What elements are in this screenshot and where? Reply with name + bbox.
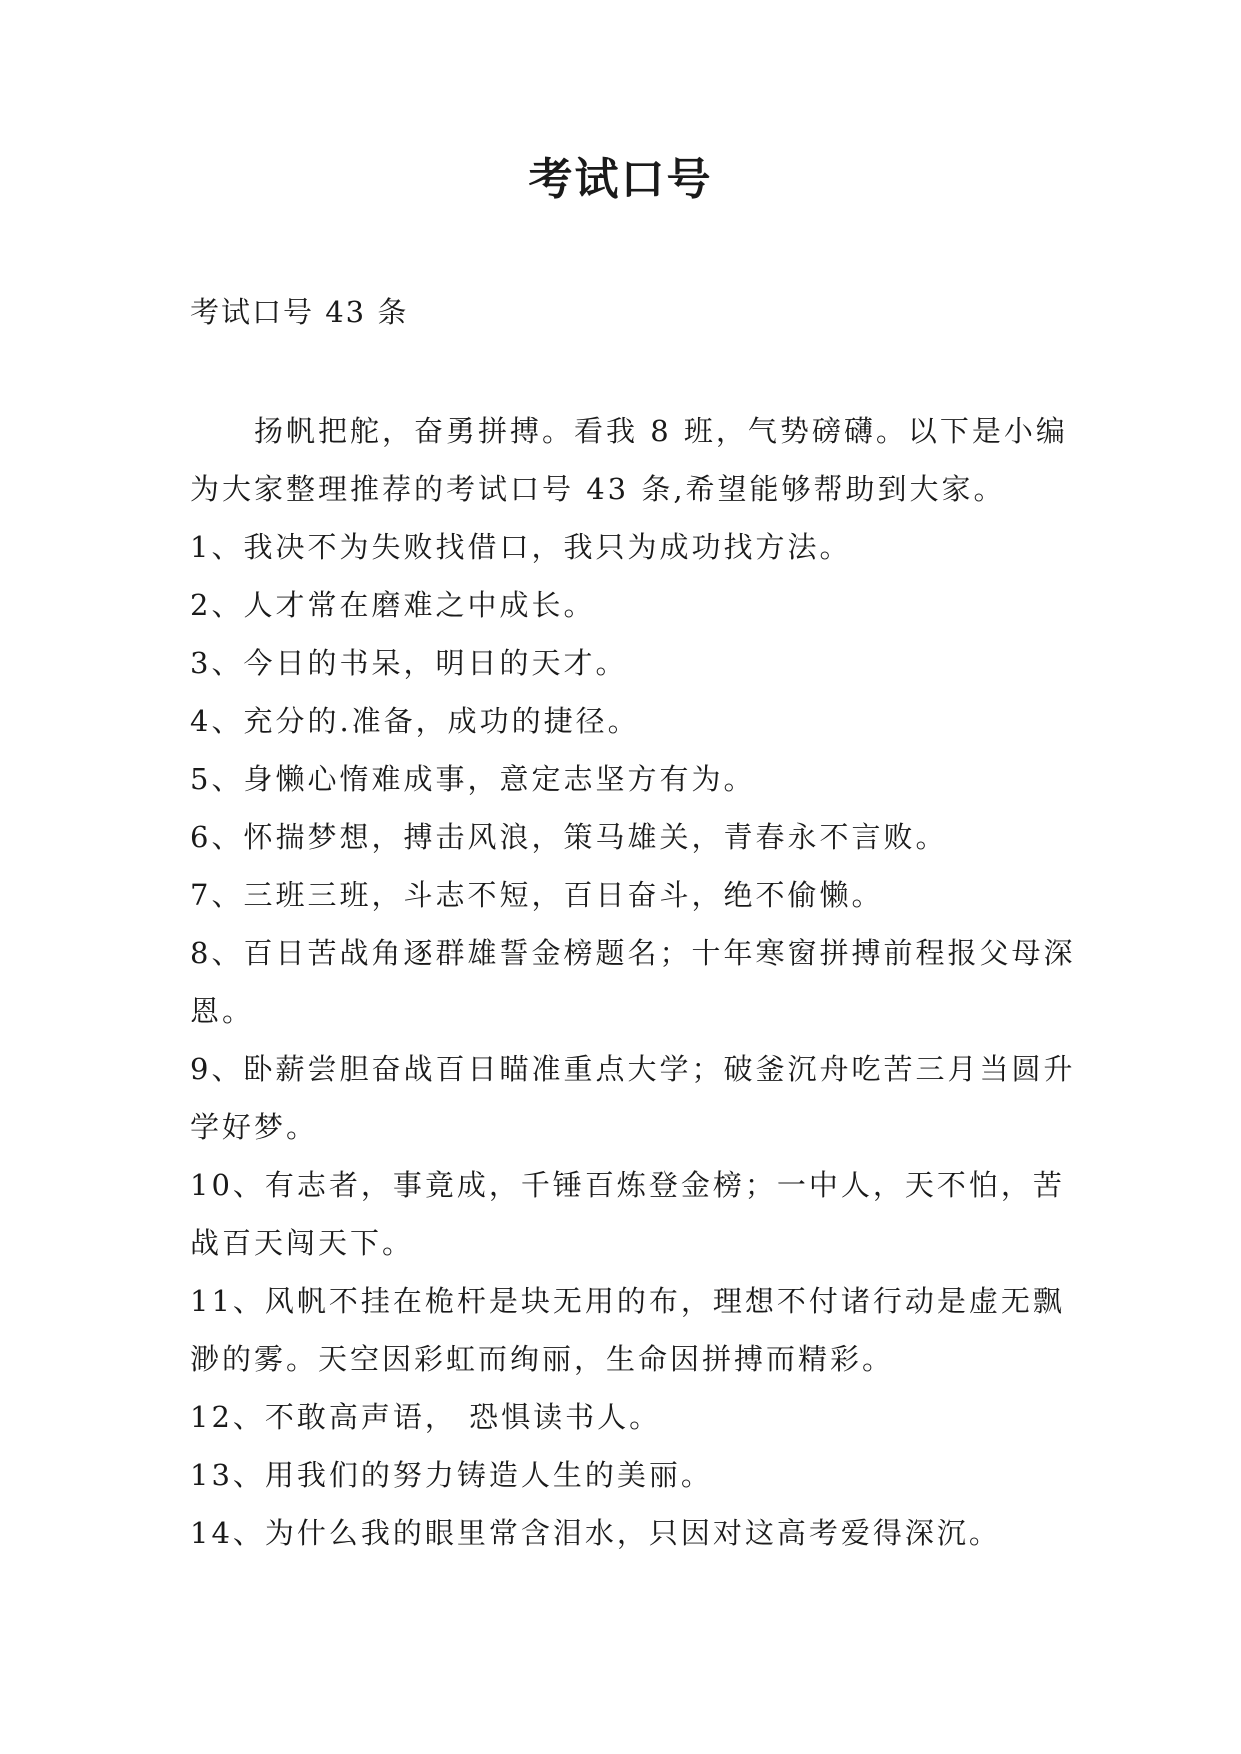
slogan-item: 5、身懒心惰难成事，意定志坚方有为。 xyxy=(190,762,756,796)
document-subtitle: 考试口号 43 条 xyxy=(190,295,409,329)
document-title: 考试口号 xyxy=(528,154,713,205)
slogan-item: 2、人才常在磨难之中成长。 xyxy=(190,588,596,622)
slogan-item: 6、怀揣梦想，搏击风浪，策马雄关，青春永不言败。 xyxy=(190,820,948,854)
slogan-item: 9、卧薪尝胆奋战百日瞄准重点大学；破釜沉舟吃苦三月当圆升学好梦。 xyxy=(190,1052,1076,1144)
slogan-list xyxy=(190,518,1080,1562)
slogan-item: 3、今日的书呆，明日的天才。 xyxy=(190,646,628,680)
intro-paragraph: 扬帆把舵，奋勇拼搏。看我 8 班，气势磅礴。以下是小编为大家整理推荐的考试口号 43 条,希望能够帮助到大家。 xyxy=(190,414,1068,506)
slogan-item: 14、为什么我的眼里常含泪水，只因对这高考爱得深沉。 xyxy=(190,1516,1001,1550)
slogan-item: 12、不敢高声语， 恐惧读书人。 xyxy=(190,1400,662,1434)
slogan-item: 13、用我们的努力铸造人生的美丽。 xyxy=(190,1458,713,1492)
slogan-item: 1、我决不为失败找借口，我只为成功找方法。 xyxy=(190,530,852,564)
slogan-item: 7、三班三班，斗志不短，百日奋斗，绝不偷懒。 xyxy=(190,878,884,912)
slogan-item: 11、风帆不挂在桅杆是块无用的布，理想不付诸行动是虚无飘渺的雾。天空因彩虹而绚丽，生命因拼搏而精彩。 xyxy=(190,1284,1065,1376)
slogan-item: 10、有志者，事竟成，千锤百炼登金榜；一中人，天不怕，苦战百天闯天下。 xyxy=(190,1168,1065,1260)
slogan-item: 8、百日苦战角逐群雄誓金榜题名；十年寒窗拼搏前程报父母深恩。 xyxy=(190,936,1076,1028)
document-body xyxy=(190,402,1080,1562)
slogan-item: 4、充分的.准备，成功的捷径。 xyxy=(190,704,640,738)
